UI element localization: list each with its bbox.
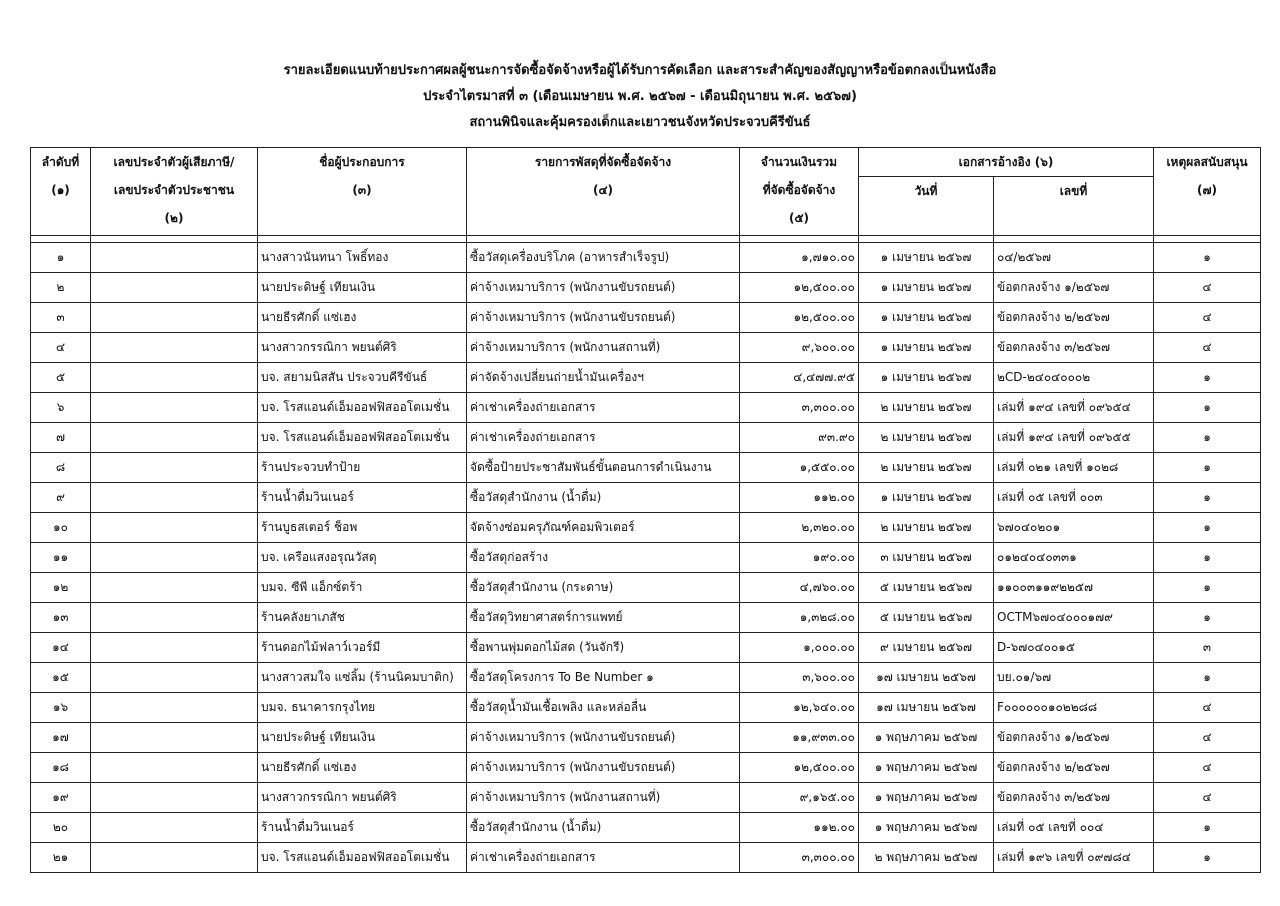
cell-vendor: นายประดิษฐ์ เทียนเงิน xyxy=(258,723,467,753)
table-header xyxy=(31,148,1261,236)
cell-docno: เล่มที่ ๐๕ เลขที่ ๐๐๔ xyxy=(994,813,1154,843)
cell-date: ๒ เมษายน ๒๕๖๗ xyxy=(859,393,994,423)
cell-docno: เล่มที่ ๐๕ เลขที่ ๐๐๓ xyxy=(994,483,1154,513)
cell-docno: ข้อตกลงจ้าง ๑/๒๕๖๗ xyxy=(994,723,1154,753)
table-row xyxy=(31,303,1261,333)
cell-item: ซื้อวัสดุน้ำมันเชื้อเพลิง และหล่อลื่น xyxy=(467,693,740,723)
table-row xyxy=(31,453,1261,483)
cell-taxid xyxy=(91,393,258,423)
cell-vendor: บจ. โรสแอนด์เอ็มออฟฟิสออโตเมชั่น xyxy=(258,393,467,423)
cell-taxid xyxy=(91,333,258,363)
cell-item: ค่าจ้างเหมาบริการ (พนักงานสถานที่) xyxy=(467,333,740,363)
cell-no: ๑๑ xyxy=(31,543,91,573)
cell-vendor: ร้านน้ำดื่มวินเนอร์ xyxy=(258,483,467,513)
cell-vendor: บจ. โรสแอนด์เอ็มออฟฟิสออโตเมชั่น xyxy=(258,423,467,453)
table-row xyxy=(31,513,1261,543)
cell-vendor: นางสาวสมใจ แซ่ลิ้ม (ร้านนิคมบาติก) xyxy=(258,663,467,693)
cell-no: ๙ xyxy=(31,483,91,513)
cell-item: ค่าเช่าเครื่องถ่ายเอกสาร xyxy=(467,393,740,423)
cell-vendor: ร้านน้ำดื่มวินเนอร์ xyxy=(258,813,467,843)
cell-docno: ๐๑๒๔๐๔๐๓๓๑ xyxy=(994,543,1154,573)
cell-date: ๑ เมษายน ๒๕๖๗ xyxy=(859,303,994,333)
table-row xyxy=(31,723,1261,753)
cell-amount: ๑,๕๕๐.๐๐ xyxy=(740,453,859,483)
cell-docno: ๒CD-๒๔๐๔๐๐๐๒ xyxy=(994,363,1154,393)
cell-reason: ๔ xyxy=(1154,303,1261,333)
cell-amount: ๓,๓๐๐.๐๐ xyxy=(740,843,859,873)
cell-amount: ๑๑,๙๓๓.๐๐ xyxy=(740,723,859,753)
cell-no: ๑๙ xyxy=(31,783,91,813)
cell-amount: ๑,๓๒๘.๐๐ xyxy=(740,603,859,633)
cell-amount: ๓,๓๐๐.๐๐ xyxy=(740,393,859,423)
table-row xyxy=(31,333,1261,363)
cell-taxid xyxy=(91,573,258,603)
cell-taxid xyxy=(91,663,258,693)
cell-reason: ๑ xyxy=(1154,243,1261,273)
cell-amount: ๑๙๐.๐๐ xyxy=(740,543,859,573)
cell-no: ๑๗ xyxy=(31,723,91,753)
cell-taxid xyxy=(91,543,258,573)
cell-reason: ๑ xyxy=(1154,843,1261,873)
cell-item: ซื้อพานพุ่มดอกไม้สด (วันจักรี) xyxy=(467,633,740,663)
table-row xyxy=(31,843,1261,873)
cell-amount: ๑๒,๖๔๐.๐๐ xyxy=(740,693,859,723)
cell-docno: ๑๑๐๐๓๑๑๙๒๒๕๗ xyxy=(994,573,1154,603)
cell-reason: ๑ xyxy=(1154,543,1261,573)
cell-date: ๑ เมษายน ๒๕๖๗ xyxy=(859,363,994,393)
table-row xyxy=(31,633,1261,663)
cell-item: ซื้อวัสดุโครงการ To Be Number ๑ xyxy=(467,663,740,693)
document-period: ประจำไตรมาสที่ ๓ (เดือนเมษายน พ.ศ. ๒๕๖๗ - เดือนมิถุนายน พ.ศ. ๒๕๖๗) xyxy=(423,89,857,104)
header-taxid: เลขประจำตัวผู้เสียภาษี/ เลขประจำตัวประชาชน (๒) xyxy=(91,148,258,236)
cell-docno: D-๖๗๐๔๐๐๑๕ xyxy=(994,633,1154,663)
cell-item: ซื้อวัสดุสำนักงาน (น้ำดื่ม) xyxy=(467,813,740,843)
cell-amount: ๑๒,๕๐๐.๐๐ xyxy=(740,753,859,783)
table-row xyxy=(31,603,1261,633)
cell-taxid xyxy=(91,243,258,273)
cell-date: ๑ เมษายน ๒๕๖๗ xyxy=(859,483,994,513)
cell-vendor: บจ. โรสแอนด์เอ็มออฟฟิสออโตเมชั่น xyxy=(258,843,467,873)
header-ref-date: วันที่ xyxy=(859,177,994,236)
cell-no: ๒๐ xyxy=(31,813,91,843)
procurement-table xyxy=(30,147,1261,873)
cell-item: ค่าเช่าเครื่องถ่ายเอกสาร xyxy=(467,423,740,453)
table-row xyxy=(31,423,1261,453)
cell-vendor: ร้านประจวบทำป้าย xyxy=(258,453,467,483)
cell-taxid xyxy=(91,753,258,783)
cell-no: ๓ xyxy=(31,303,91,333)
cell-no: ๑๓ xyxy=(31,603,91,633)
cell-date: ๑ พฤษภาคม ๒๕๖๗ xyxy=(859,783,994,813)
cell-amount: ๙,๑๖๕.๐๐ xyxy=(740,783,859,813)
document-agency: สถานพินิจและคุ้มครองเด็กและเยาวชนจังหวัดประจวบคีรีขันธ์ xyxy=(469,115,811,130)
cell-date: ๕ เมษายน ๒๕๖๗ xyxy=(859,573,994,603)
cell-docno: ข้อตกลงจ้าง ๒/๒๕๖๗ xyxy=(994,753,1154,783)
cell-docno: OCTM๖๗๐๔๐๐๐๑๗๙ xyxy=(994,603,1154,633)
cell-reason: ๔ xyxy=(1154,693,1261,723)
cell-vendor: นางสาวนันทนา โพธิ์ทอง xyxy=(258,243,467,273)
cell-reason: ๑ xyxy=(1154,453,1261,483)
cell-reason: ๔ xyxy=(1154,273,1261,303)
cell-no: ๔ xyxy=(31,333,91,363)
cell-amount: ๔,๗๖๐.๐๐ xyxy=(740,573,859,603)
cell-taxid xyxy=(91,273,258,303)
cell-docno: บย.๐๑/๖๗ xyxy=(994,663,1154,693)
cell-reason: ๓ xyxy=(1154,633,1261,663)
cell-amount: ๑๒,๕๐๐.๐๐ xyxy=(740,273,859,303)
cell-amount: ๙๓.๙๐ xyxy=(740,423,859,453)
cell-vendor: บจ. เครือแสงอรุณวัสดุ xyxy=(258,543,467,573)
cell-item: ซื้อวัสดุก่อสร้าง xyxy=(467,543,740,573)
cell-docno: ข้อตกลงจ้าง ๓/๒๕๖๗ xyxy=(994,783,1154,813)
cell-vendor: บมจ. ธนาคารกรุงไทย xyxy=(258,693,467,723)
cell-vendor: นางสาวกรรณิกา พยนต์ศิริ xyxy=(258,783,467,813)
cell-item: ค่าเช่าเครื่องถ่ายเอกสาร xyxy=(467,843,740,873)
cell-item: ซื้อวัสดุสำนักงาน (กระดาษ) xyxy=(467,573,740,603)
cell-reason: ๑ xyxy=(1154,663,1261,693)
cell-date: ๒ เมษายน ๒๕๖๗ xyxy=(859,423,994,453)
cell-taxid xyxy=(91,843,258,873)
cell-docno: เล่มที่ ๐๒๑ เลขที่ ๑๐๒๘ xyxy=(994,453,1154,483)
cell-date: ๕ เมษายน ๒๕๖๗ xyxy=(859,603,994,633)
header-vendor: ชื่อผู้ประกอบการ (๓) xyxy=(258,148,467,236)
table-row xyxy=(31,543,1261,573)
cell-docno: ๖๗๐๔๐๒๐๑ xyxy=(994,513,1154,543)
table-row xyxy=(31,783,1261,813)
cell-reason: ๑ xyxy=(1154,603,1261,633)
table-row xyxy=(31,813,1261,843)
cell-vendor: นายธีรศักดิ์ แซ่เฮง xyxy=(258,753,467,783)
document-title: รายละเอียดแนบท้ายประกาศผลผู้ชนะการจัดซื้อจัดจ้างหรือผู้ได้รับการคัดเลือก และสาระสำคัญของสัญญาหรือข้อตกลงเป็นหนังสือ xyxy=(283,63,997,78)
table-row xyxy=(31,273,1261,303)
cell-reason: ๑ xyxy=(1154,363,1261,393)
cell-no: ๖ xyxy=(31,393,91,423)
cell-item: ค่าจ้างเหมาบริการ (พนักงานขับรถยนต์) xyxy=(467,273,740,303)
table-row xyxy=(31,663,1261,693)
cell-date: ๑ เมษายน ๒๕๖๗ xyxy=(859,333,994,363)
cell-docno: ข้อตกลงจ้าง ๒/๒๕๖๗ xyxy=(994,303,1154,333)
cell-docno: ๐๔/๒๕๖๗ xyxy=(994,243,1154,273)
cell-no: ๑๐ xyxy=(31,513,91,543)
table-row xyxy=(31,753,1261,783)
document-header xyxy=(0,58,1280,136)
cell-date: ๑๗ เมษายน ๒๕๖๗ xyxy=(859,693,994,723)
table-body xyxy=(31,236,1261,873)
cell-docno: F๐๐๐๐๐๐๑๐๒๒๘๘ xyxy=(994,693,1154,723)
cell-reason: ๑ xyxy=(1154,573,1261,603)
cell-taxid xyxy=(91,423,258,453)
cell-taxid xyxy=(91,693,258,723)
table-row xyxy=(31,363,1261,393)
header-reason: เหตุผลสนับสนุน (๗) xyxy=(1154,148,1261,236)
cell-taxid xyxy=(91,723,258,753)
cell-no: ๑๕ xyxy=(31,663,91,693)
cell-no: ๒ xyxy=(31,273,91,303)
cell-reason: ๔ xyxy=(1154,333,1261,363)
cell-taxid xyxy=(91,783,258,813)
cell-no: ๕ xyxy=(31,363,91,393)
table-row xyxy=(31,243,1261,273)
cell-date: ๒ เมษายน ๒๕๖๗ xyxy=(859,453,994,483)
cell-item: ซื้อวัสดุเครื่องบริโภค (อาหารสำเร็จรูป) xyxy=(467,243,740,273)
table-row xyxy=(31,693,1261,723)
cell-amount: ๔,๔๗๗.๙๕ xyxy=(740,363,859,393)
cell-taxid xyxy=(91,363,258,393)
cell-docno: เล่มที่ ๑๙๔ เลขที่ ๐๙๖๕๕ xyxy=(994,423,1154,453)
cell-vendor: นายประดิษฐ์ เทียนเงิน xyxy=(258,273,467,303)
cell-amount: ๙,๖๐๐.๐๐ xyxy=(740,333,859,363)
header-ref-no: เลขที่ xyxy=(994,177,1154,236)
cell-vendor: ร้านบูธสเตอร์ ช็อพ xyxy=(258,513,467,543)
cell-reason: ๑ xyxy=(1154,423,1261,453)
cell-date: ๑๗ เมษายน ๒๕๖๗ xyxy=(859,663,994,693)
cell-item: ค่าจัดจ้างเปลี่ยนถ่ายน้ำมันเครื่องฯ xyxy=(467,363,740,393)
cell-reason: ๑ xyxy=(1154,513,1261,543)
cell-item: ค่าจ้างเหมาบริการ (พนักงานสถานที่) xyxy=(467,783,740,813)
cell-date: ๓ เมษายน ๒๕๖๗ xyxy=(859,543,994,573)
cell-date: ๑ พฤษภาคม ๒๕๖๗ xyxy=(859,753,994,783)
cell-no: ๑๔ xyxy=(31,633,91,663)
cell-amount: ๑๑๒.๐๐ xyxy=(740,483,859,513)
cell-item: ค่าจ้างเหมาบริการ (พนักงานขับรถยนต์) xyxy=(467,723,740,753)
cell-reason: ๔ xyxy=(1154,723,1261,753)
cell-date: ๒ พฤษภาคม ๒๕๖๗ xyxy=(859,843,994,873)
cell-no: ๑๘ xyxy=(31,753,91,783)
cell-reason: ๑ xyxy=(1154,393,1261,423)
cell-item: ค่าจ้างเหมาบริการ (พนักงานขับรถยนต์) xyxy=(467,303,740,333)
cell-item: ซื้อวัสดุวิทยาศาสตร์การแพทย์ xyxy=(467,603,740,633)
cell-vendor: บมจ. ซีพี แอ็กซ์ตร้า xyxy=(258,573,467,603)
cell-amount: ๑๒,๕๐๐.๐๐ xyxy=(740,303,859,333)
cell-reason: ๑ xyxy=(1154,483,1261,513)
cell-item: ซื้อวัสดุสำนักงาน (น้ำดื่ม) xyxy=(467,483,740,513)
cell-vendor: นายธีรศักดิ์ แซ่เฮง xyxy=(258,303,467,333)
cell-taxid xyxy=(91,603,258,633)
cell-no: ๘ xyxy=(31,453,91,483)
cell-vendor: ร้านดอกไม้ฟลาว์เวอร์มี xyxy=(258,633,467,663)
cell-docno: เล่มที่ ๑๙๔ เลขที่ ๐๙๖๕๔ xyxy=(994,393,1154,423)
cell-amount: ๓,๖๐๐.๐๐ xyxy=(740,663,859,693)
cell-amount: ๒,๓๒๐.๐๐ xyxy=(740,513,859,543)
cell-taxid xyxy=(91,483,258,513)
cell-item: จัดซื้อป้ายประชาสัมพันธ์ขั้นตอนการดำเนินงาน xyxy=(467,453,740,483)
cell-amount: ๑,๗๑๐.๐๐ xyxy=(740,243,859,273)
cell-amount: ๑,๐๐๐.๐๐ xyxy=(740,633,859,663)
cell-no: ๑ xyxy=(31,243,91,273)
cell-reason: ๔ xyxy=(1154,753,1261,783)
cell-reason: ๑ xyxy=(1154,813,1261,843)
cell-item: ค่าจ้างเหมาบริการ (พนักงานขับรถยนต์) xyxy=(467,753,740,783)
cell-taxid xyxy=(91,633,258,663)
cell-no: ๒๑ xyxy=(31,843,91,873)
cell-docno: เล่มที่ ๑๙๖ เลขที่ ๐๙๗๘๔ xyxy=(994,843,1154,873)
cell-date: ๑ พฤษภาคม ๒๕๖๗ xyxy=(859,813,994,843)
cell-date: ๑ เมษายน ๒๕๖๗ xyxy=(859,273,994,303)
cell-date: ๑ เมษายน ๒๕๖๗ xyxy=(859,243,994,273)
cell-date: ๒ เมษายน ๒๕๖๗ xyxy=(859,513,994,543)
table-spacer-row xyxy=(31,236,1261,243)
header-reference: เอกสารอ้างอิง (๖) xyxy=(859,148,1154,177)
cell-date: ๙ เมษายน ๒๕๖๗ xyxy=(859,633,994,663)
cell-vendor: บจ. สยามนิสสัน ประจวบคีรีขันธ์ xyxy=(258,363,467,393)
cell-no: ๑๖ xyxy=(31,693,91,723)
cell-taxid xyxy=(91,303,258,333)
header-amount: จำนวนเงินรวม ที่จัดซื้อจัดจ้าง (๕) xyxy=(740,148,859,236)
cell-docno: ข้อตกลงจ้าง ๑/๒๕๖๗ xyxy=(994,273,1154,303)
cell-vendor: ร้านคลังยาเภสัช xyxy=(258,603,467,633)
header-item: รายการพัสดุที่จัดซื้อจัดจ้าง (๔) xyxy=(467,148,740,236)
cell-taxid xyxy=(91,453,258,483)
cell-taxid xyxy=(91,813,258,843)
cell-docno: ข้อตกลงจ้าง ๓/๒๕๖๗ xyxy=(994,333,1154,363)
cell-taxid xyxy=(91,513,258,543)
header-no: ลำดับที่ (๑) xyxy=(31,148,91,236)
cell-amount: ๑๑๒.๐๐ xyxy=(740,813,859,843)
cell-item: จัดจ้างซ่อมครุภัณฑ์คอมพิวเตอร์ xyxy=(467,513,740,543)
cell-no: ๑๒ xyxy=(31,573,91,603)
cell-reason: ๔ xyxy=(1154,783,1261,813)
table-row xyxy=(31,483,1261,513)
table-row xyxy=(31,573,1261,603)
table-row xyxy=(31,393,1261,423)
cell-vendor: นางสาวกรรณิกา พยนต์ศิริ xyxy=(258,333,467,363)
cell-no: ๗ xyxy=(31,423,91,453)
cell-date: ๑ พฤษภาคม ๒๕๖๗ xyxy=(859,723,994,753)
